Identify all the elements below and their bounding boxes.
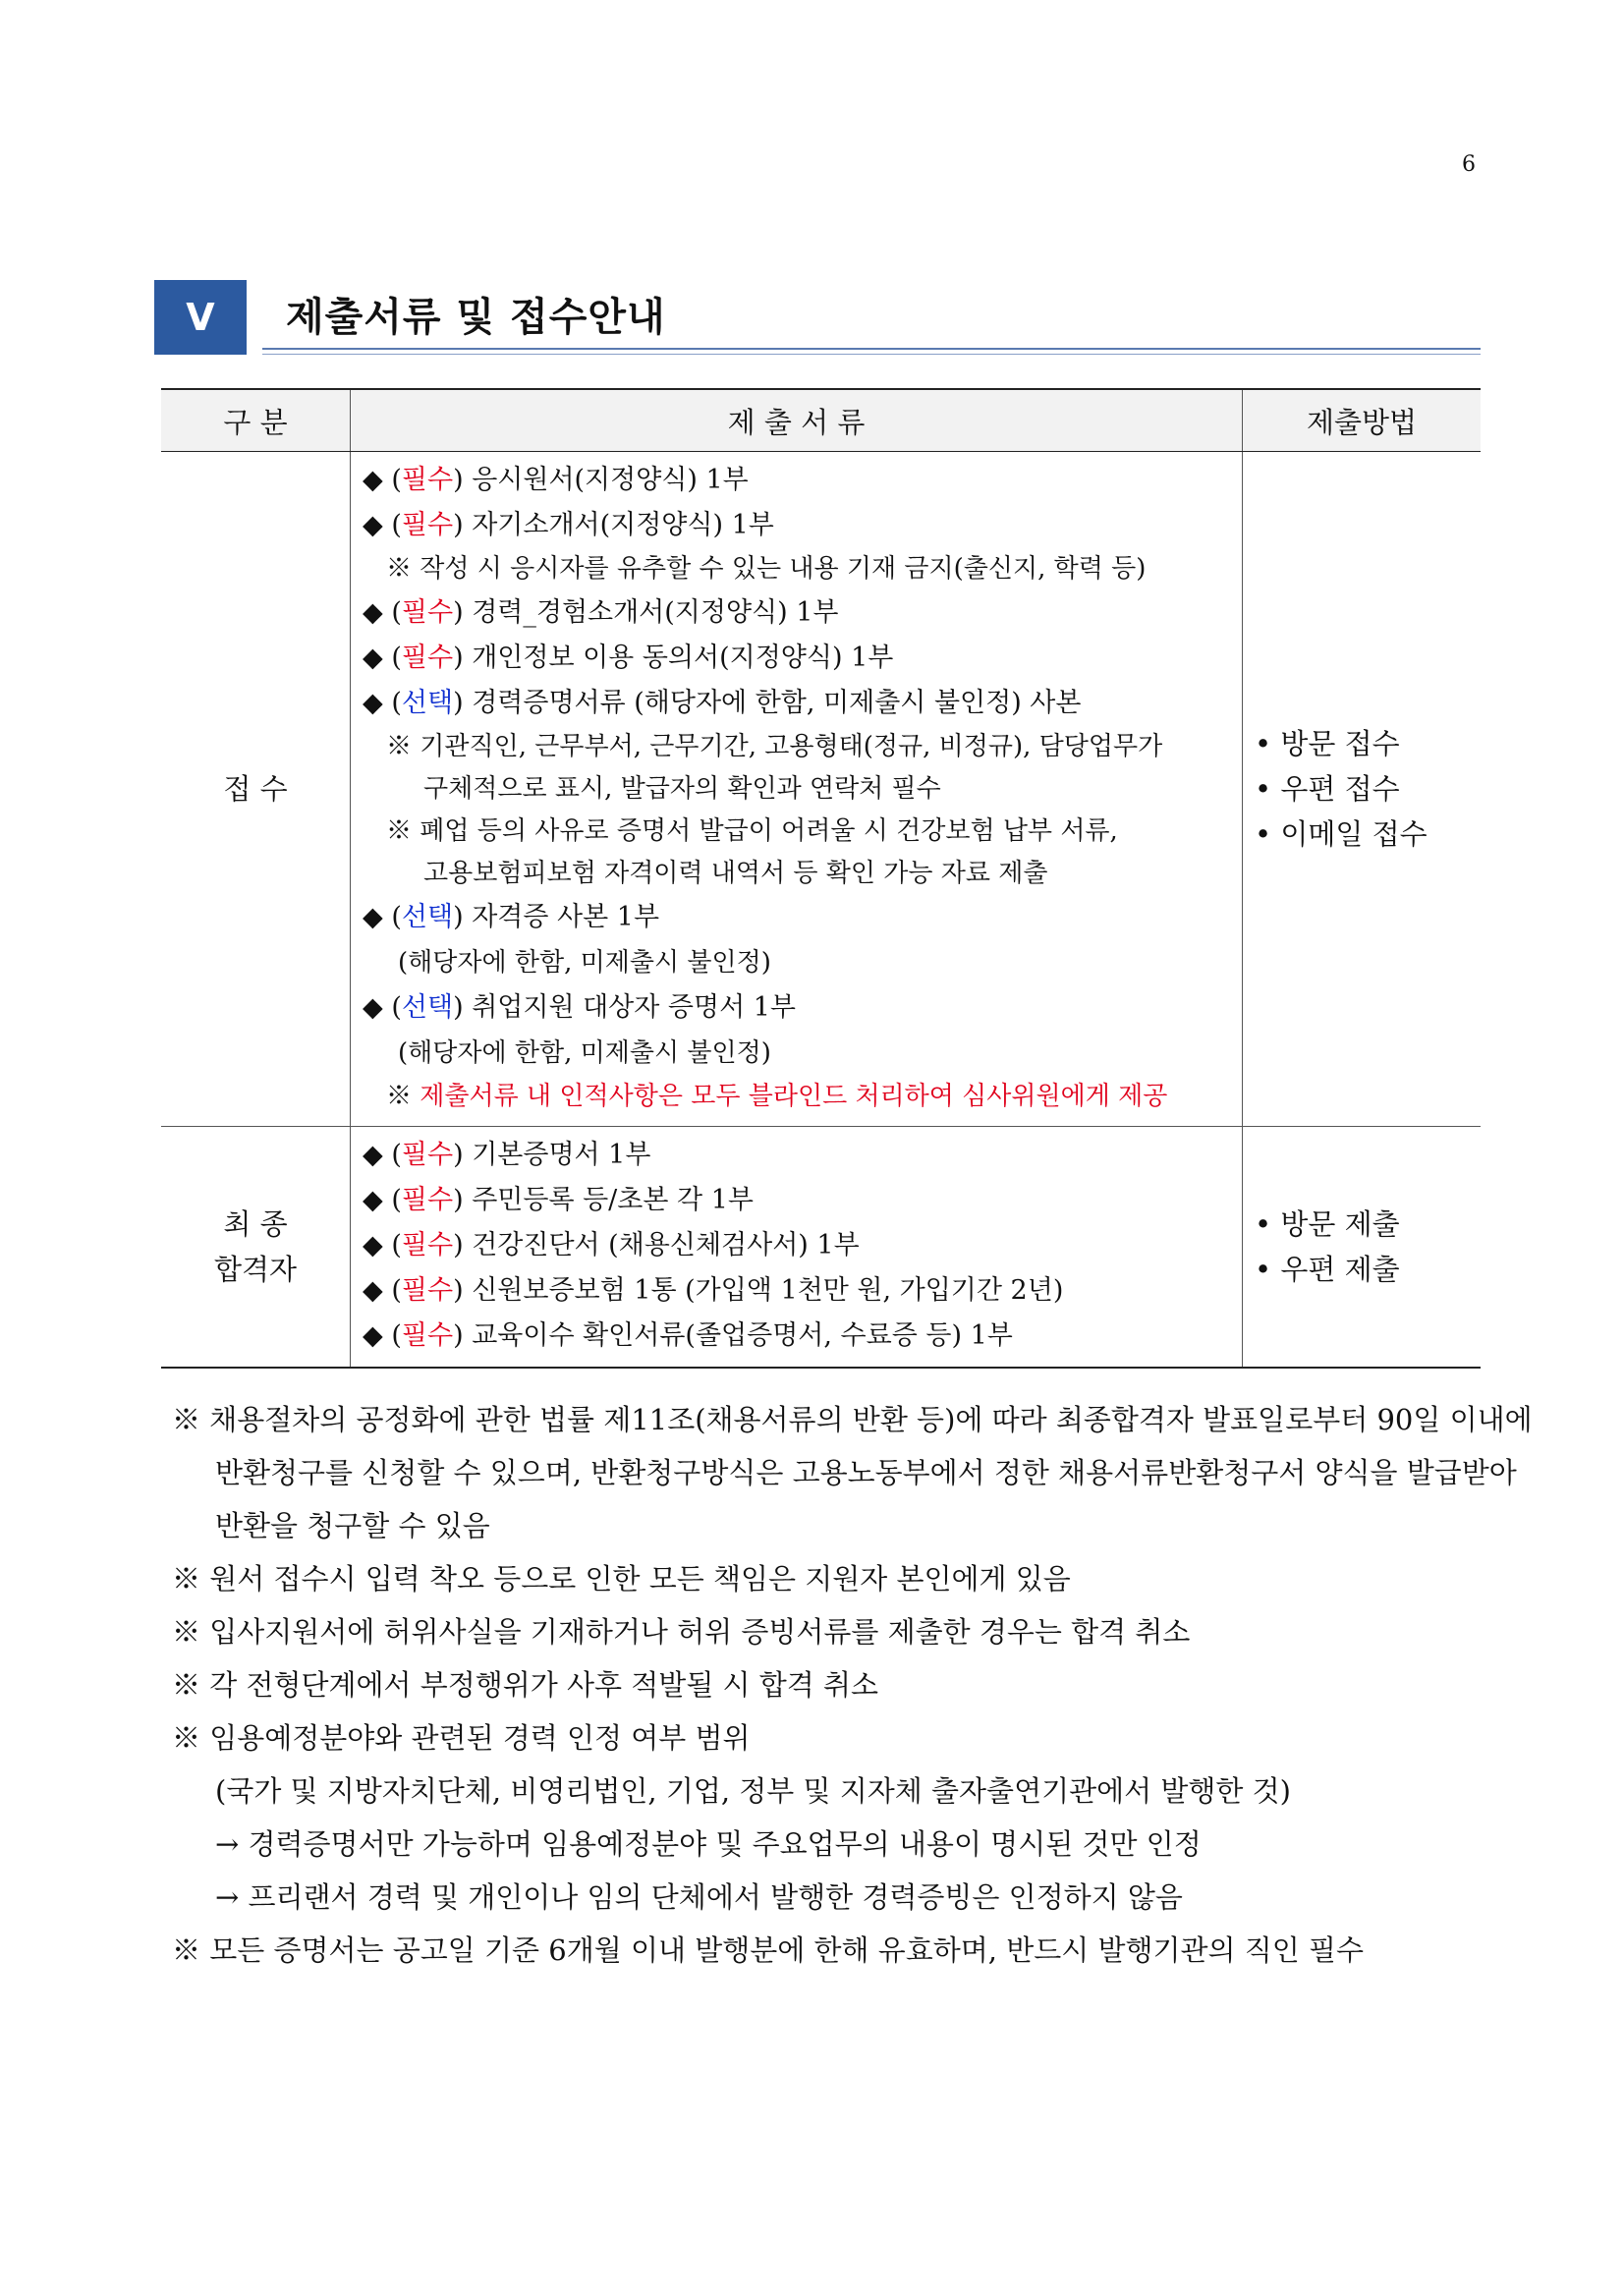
section-title: 제출서류 및 접수안내 — [286, 295, 666, 340]
tag-close-paren: ) — [453, 1275, 464, 1306]
document-name: 교육이수 확인서류(졸업증명서, 수료증 등) 1부 — [463, 1320, 1013, 1351]
document-item — [363, 1133, 1242, 1178]
notice-line: ※ 임용예정분야와 관련된 경력 인정 여부 범위 — [172, 1721, 751, 1755]
document-name: 주민등록 등/초본 각 1부 — [463, 1185, 754, 1215]
diamond-bullet-icon: ◆ ( — [363, 465, 402, 495]
tag-close-paren: ) — [453, 1320, 464, 1351]
header-documents: 제 출 서 류 — [351, 389, 1243, 452]
notice-line: ※ 원서 접수시 입력 착오 등으로 인한 모든 책임은 지원자 본인에게 있음 — [172, 1562, 1071, 1596]
requirement-tag: 필수 — [401, 1320, 454, 1351]
document-name: 경력증명서류 (해당자에 한함, 미제출시 불인정) 사본 — [463, 688, 1082, 718]
blind-processing-note — [363, 1076, 1242, 1118]
notice-line: ※ 각 전형단계에서 부정행위가 사후 적발될 시 합격 취소 — [172, 1668, 879, 1702]
document-note: ※ 기관직인, 근무부서, 근무기간, 고용형태(정규, 비정규), 담당업무가 — [386, 732, 1163, 761]
submission-method: • 방문 접수 — [1255, 727, 1400, 760]
document-list — [351, 452, 1243, 1127]
document-name: 기본증명서 1부 — [463, 1140, 651, 1170]
requirement-tag: 필수 — [401, 465, 454, 495]
submission-methods — [1243, 1127, 1482, 1369]
table-row — [161, 1127, 1481, 1369]
tag-close-paren: ) — [453, 597, 464, 628]
diamond-bullet-icon: ◆ ( — [363, 902, 402, 932]
notice-line: 반환청구를 신청할 수 있으며, 반환청구방식은 고용노동부에서 정한 채용서류반환청구서 양식을 발급받아 — [215, 1456, 1517, 1489]
diamond-bullet-icon: ◆ ( — [363, 992, 402, 1023]
document-name: 개인정보 이용 동의서(지정양식) 1부 — [463, 643, 894, 673]
diamond-bullet-icon: ◆ ( — [363, 1140, 402, 1170]
tag-close-paren: ) — [453, 1140, 464, 1170]
document-item — [363, 636, 1242, 681]
diamond-bullet-icon: ◆ ( — [363, 510, 402, 540]
document-sub-note: (해당자에 한함, 미제출시 불인정) — [398, 948, 771, 978]
tag-close-paren: ) — [453, 465, 464, 495]
section-header — [154, 280, 1481, 359]
document-name: 경력_경험소개서(지정양식) 1부 — [463, 597, 839, 628]
requirement-tag: 선택 — [401, 992, 454, 1023]
category-label: 최 종 — [223, 1207, 288, 1241]
document-name: 자격증 사본 1부 — [463, 902, 660, 932]
document-note: ※ 폐업 등의 사유로 증명서 발급이 어려울 시 건강보험 납부 서류, — [386, 816, 1118, 846]
document-item — [363, 503, 1242, 548]
diamond-bullet-icon: ◆ ( — [363, 1230, 402, 1260]
tag-close-paren: ) — [453, 510, 464, 540]
document-note-continued: 고용보험피보험 자격이력 내역서 등 확인 가능 자료 제출 — [423, 859, 1048, 888]
category-label: 접 수 — [223, 772, 288, 806]
document-item — [363, 681, 1242, 726]
header-category: 구 분 — [161, 389, 351, 452]
requirement-tag: 필수 — [401, 1185, 454, 1215]
notes-section — [172, 1393, 1533, 1977]
diamond-bullet-icon: ◆ ( — [363, 643, 402, 673]
document-note: ※ 작성 시 응시자를 유추할 수 있는 내용 기재 금지(출신지, 학력 등) — [386, 554, 1147, 584]
row-category — [161, 1127, 351, 1369]
submission-method: • 우편 제출 — [1255, 1253, 1400, 1286]
page-number: 6 — [1462, 152, 1476, 177]
requirement-tag: 필수 — [401, 597, 454, 628]
requirement-tag: 필수 — [401, 643, 454, 673]
notice-line: ※ 모든 증명서는 공고일 기준 6개월 이내 발행분에 한해 유효하며, 반드시 발행기관의 직인 필수 — [172, 1933, 1365, 1967]
document-name: 건강진단서 (채용신체검사서) 1부 — [463, 1230, 860, 1260]
document-item — [363, 895, 1242, 940]
diamond-bullet-icon: ◆ ( — [363, 1320, 402, 1351]
document-item — [363, 458, 1242, 503]
reference-mark-icon: ※ — [386, 1082, 420, 1111]
table-header-row — [161, 389, 1481, 452]
document-list — [351, 1127, 1243, 1369]
requirement-tag: 필수 — [401, 510, 454, 540]
requirement-tag: 선택 — [401, 902, 454, 932]
title-underline — [262, 348, 1481, 350]
document-item — [363, 1268, 1242, 1314]
diamond-bullet-icon: ◆ ( — [363, 597, 402, 628]
diamond-bullet-icon: ◆ ( — [363, 688, 402, 718]
title-underline-thin — [262, 354, 1481, 355]
tag-close-paren: ) — [453, 643, 464, 673]
category-label: 합격자 — [213, 1253, 298, 1286]
notice-line: ※ 입사지원서에 허위사실을 기재하거나 허위 증빙서류를 제출한 경우는 합격 취소 — [172, 1615, 1191, 1649]
requirement-tag: 필수 — [401, 1275, 454, 1306]
document-item — [363, 590, 1242, 636]
submission-method: • 이메일 접수 — [1255, 817, 1428, 851]
tag-close-paren: ) — [453, 992, 464, 1023]
tag-close-paren: ) — [453, 1185, 464, 1215]
document-name: 자기소개서(지정양식) 1부 — [463, 510, 774, 540]
requirement-tag: 필수 — [401, 1140, 454, 1170]
table-row — [161, 452, 1481, 1127]
document-item — [363, 985, 1242, 1031]
requirement-tag: 필수 — [401, 1230, 454, 1260]
notice-line: (국가 및 지방자치단체, 비영리법인, 기업, 정부 및 지자체 출자출연기관에서 발행한 것) — [215, 1774, 1291, 1808]
tag-close-paren: ) — [453, 1230, 464, 1260]
tag-close-paren: ) — [453, 688, 464, 718]
submission-documents-table — [161, 388, 1481, 1369]
blind-note-text: 제출서류 내 인적사항은 모두 블라인드 처리하여 심사위원에게 제공 — [420, 1082, 1168, 1111]
document-name: 응시원서(지정양식) 1부 — [463, 465, 749, 495]
submission-method: • 방문 제출 — [1255, 1207, 1400, 1241]
notice-line: 반환을 청구할 수 있음 — [215, 1509, 490, 1542]
header-method: 제출방법 — [1243, 389, 1482, 452]
document-item — [363, 1223, 1242, 1268]
document-sub-note: (해당자에 한함, 미제출시 불인정) — [398, 1038, 771, 1068]
notice-line: → 경력증명서만 가능하며 임용예정분야 및 주요업무의 내용이 명시된 것만 인정 — [215, 1827, 1202, 1861]
document-name: 신원보증보험 1통 (가입액 1천만 원, 가입기간 2년) — [463, 1275, 1064, 1306]
notice-line: → 프리랜서 경력 및 개인이나 임의 단체에서 발행한 경력증빙은 인정하지 않음 — [215, 1880, 1183, 1914]
document-note-continued: 구체적으로 표시, 발급자의 확인과 연락처 필수 — [423, 774, 941, 804]
section-number-badge: V — [154, 280, 247, 355]
document-name: 취업지원 대상자 증명서 1부 — [463, 992, 797, 1023]
diamond-bullet-icon: ◆ ( — [363, 1185, 402, 1215]
submission-methods — [1243, 452, 1482, 1127]
notice-line: ※ 채용절차의 공정화에 관한 법률 제11조(채용서류의 반환 등)에 따라 최종합격자 발표일로부터 90일 이내에 — [172, 1403, 1533, 1436]
tag-close-paren: ) — [453, 902, 464, 932]
document-item — [363, 1314, 1242, 1359]
requirement-tag: 선택 — [401, 688, 454, 718]
submission-method: • 우편 접수 — [1255, 772, 1400, 806]
row-category — [161, 452, 351, 1127]
document-item — [363, 1178, 1242, 1223]
diamond-bullet-icon: ◆ ( — [363, 1275, 402, 1306]
